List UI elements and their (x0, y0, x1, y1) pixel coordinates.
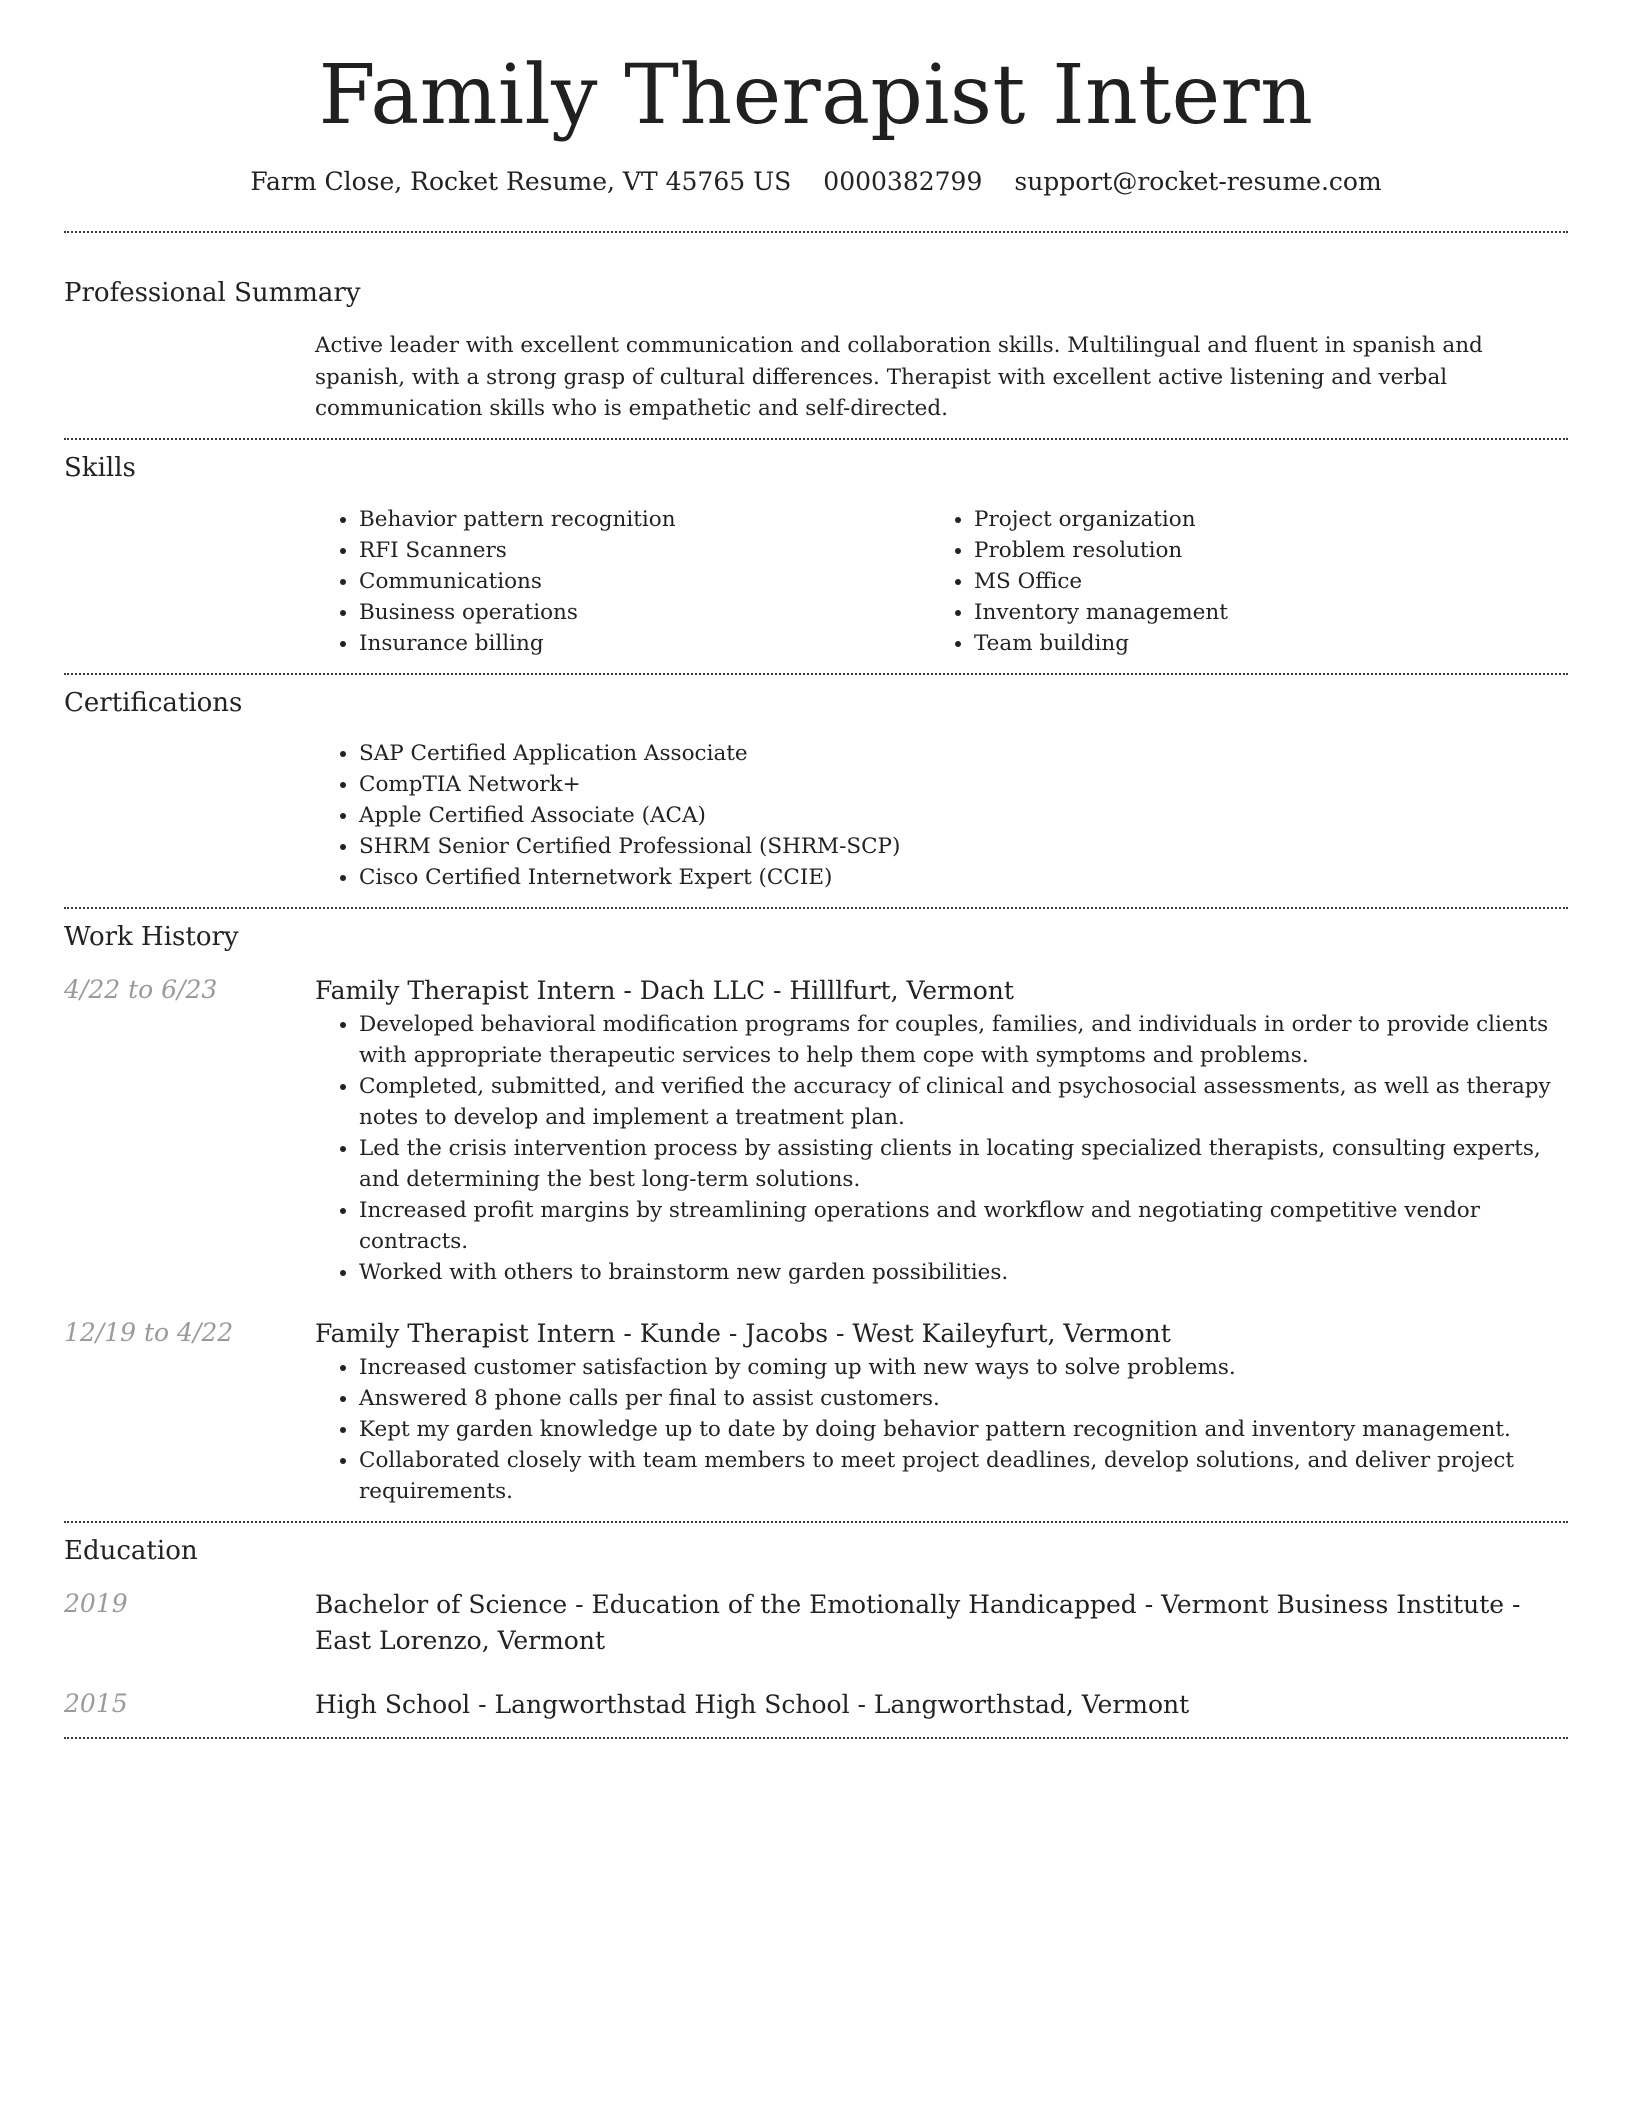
work-history-heading: Work History (64, 922, 239, 953)
job-details (315, 1316, 1568, 1507)
skill-item: • RFI Scanners (359, 535, 930, 566)
education-year: 2019 (64, 1589, 128, 1619)
contact-phone: 0000382799 (823, 166, 983, 196)
skill-item: • Team building (974, 628, 1568, 659)
certification-item: • SHRM Senior Certified Professional (SHRM-SCP) (359, 831, 1568, 862)
education-entry (64, 1587, 1568, 1659)
education-heading: Education (64, 1536, 198, 1567)
skills-column-left (315, 504, 930, 659)
job-bullet: • Increased profit margins by streamlining operations and workflow and negotiating competitive vendor contracts. (359, 1195, 1568, 1257)
contact-email: support@rocket-resume.com (1014, 166, 1382, 196)
skill-item: • Project organization (974, 504, 1568, 535)
skills-heading: Skills (64, 452, 136, 483)
skill-item: • Communications (359, 566, 930, 597)
certifications-list (315, 738, 1568, 893)
skills-section (64, 440, 1568, 673)
skill-item: • Insurance billing (359, 628, 930, 659)
skill-item: • Business operations (359, 597, 930, 628)
skill-item: • Inventory management (974, 597, 1568, 628)
job-title: Family Therapist Intern - Dach LLC - Hilllfurt, Vermont (315, 976, 1014, 1006)
job-bullet: • Kept my garden knowledge up to date by doing behavior pattern recognition and inventory management. (359, 1414, 1568, 1445)
summary-section (64, 233, 1568, 438)
job-dates: 4/22 to 6/23 (64, 975, 218, 1005)
certification-item: • Cisco Certified Internetwork Expert (CCIE) (359, 862, 1568, 893)
candidate-name: Family Therapist Intern (318, 48, 1314, 143)
work-history-section (64, 909, 1568, 1521)
certification-item: • SAP Certified Application Associate (359, 738, 1568, 769)
job-bullets (315, 1352, 1568, 1507)
certifications-section (64, 675, 1568, 908)
contact-address: Farm Close, Rocket Resume, VT 45765 US (250, 166, 792, 196)
job-title: Family Therapist Intern - Kunde - Jacobs - West Kaileyfurt, Vermont (315, 1319, 1171, 1349)
job-bullets (315, 1009, 1568, 1288)
contact-line (64, 167, 1568, 197)
summary-heading: Professional Summary (64, 277, 361, 308)
certifications-heading: Certifications (64, 687, 243, 718)
skill-item: • Problem resolution (974, 535, 1568, 566)
skill-item: • MS Office (974, 566, 1568, 597)
education-entry (64, 1687, 1568, 1723)
job-bullet: • Answered 8 phone calls per final to assist customers. (359, 1383, 1568, 1414)
certification-item: • Apple Certified Associate (ACA) (359, 800, 1568, 831)
job-bullet: • Completed, submitted, and verified the accuracy of clinical and psychosocial assessments, as well as therapy notes to develop and implement a treatment plan. (359, 1071, 1568, 1133)
job-details (315, 973, 1568, 1288)
skills-column-right (930, 504, 1568, 659)
section-divider (64, 1737, 1568, 1739)
certification-item: • CompTIA Network+ (359, 769, 1568, 800)
skill-item: • Behavior pattern recognition (359, 504, 930, 535)
job-bullet: • Increased customer satisfaction by coming up with new ways to solve problems. (359, 1352, 1568, 1383)
education-section (64, 1523, 1568, 1737)
education-detail: High School - Langworthstad High School - Langworthstad, Vermont (315, 1690, 1190, 1720)
skills-grid (315, 504, 1568, 659)
job-entry (64, 1316, 1568, 1507)
job-dates: 12/19 to 4/22 (64, 1318, 234, 1348)
resume-header (64, 0, 1568, 197)
job-bullet: • Led the crisis intervention process by assisting clients in locating specialized therapists, consulting experts, and determining the best long-term solutions. (359, 1133, 1568, 1195)
certifications-list-wrap (315, 738, 1568, 893)
job-bullet: • Worked with others to brainstorm new garden possibilities. (359, 1257, 1568, 1288)
job-bullet: • Developed behavioral modification programs for couples, families, and individuals in order to provide clients with appropriate therapeutic services to help them cope with symptoms and problems. (359, 1009, 1568, 1071)
job-bullet: • Collaborated closely with team members to meet project deadlines, develop solutions, and deliver project requirements. (359, 1445, 1568, 1507)
job-entry (64, 973, 1568, 1288)
education-year: 2015 (64, 1689, 128, 1719)
summary-text: Active leader with excellent communication and collaboration skills. Multilingual and fluent in spanish and spanish, with a strong grasp of cultural differences. Therapist with excellent active listening and verbal communication skills who is empathetic and self-directed. (315, 333, 1483, 421)
education-detail: Bachelor of Science - Education of the Emotionally Handicapped - Vermont Business Institute - East Lorenzo, Vermont (315, 1590, 1521, 1656)
